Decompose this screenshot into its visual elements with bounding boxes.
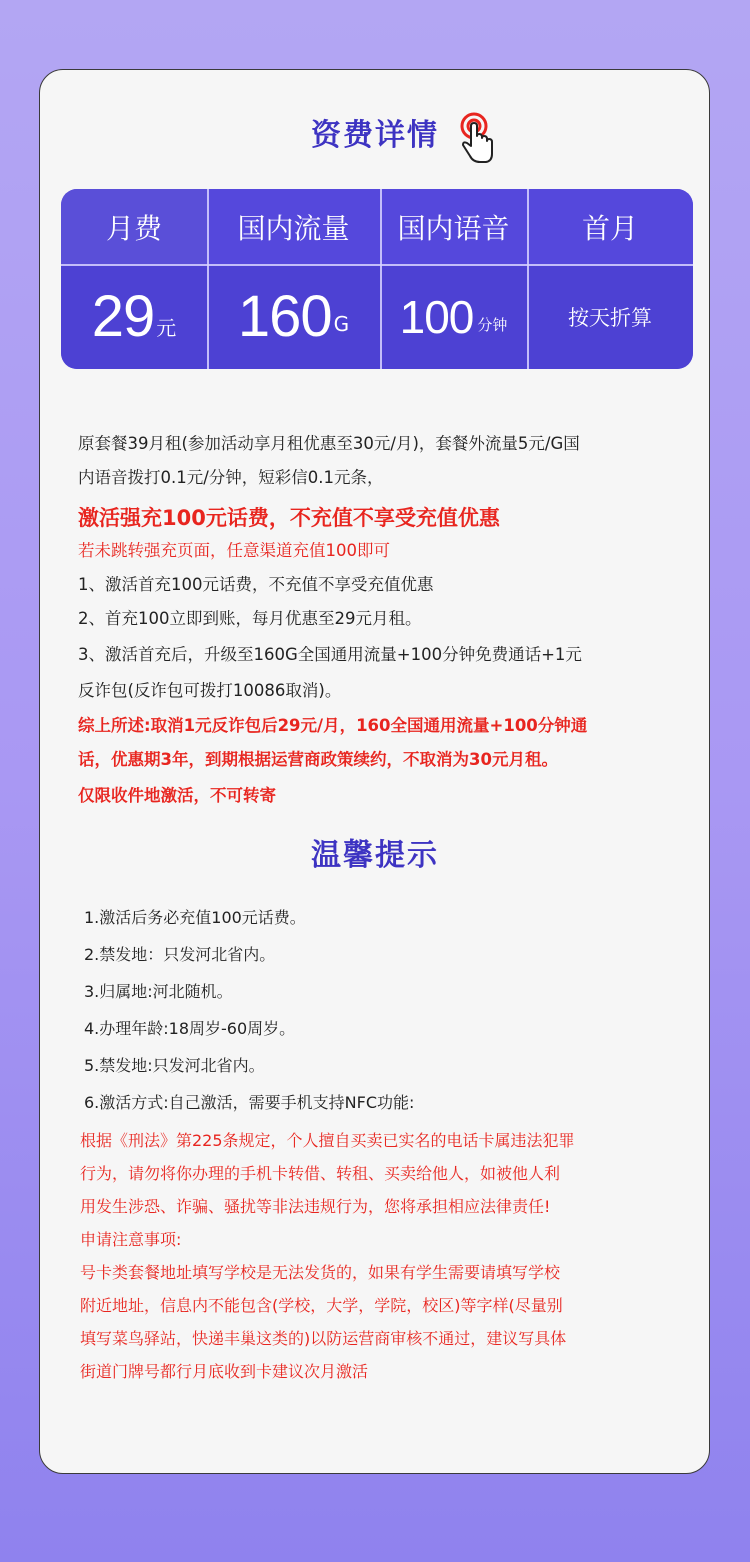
table-col-divider (207, 189, 209, 369)
value-domestic-data (207, 264, 380, 369)
tip-item-1: 1.激活后务必充值100元话费。 (84, 908, 306, 927)
header-domestic-data: 国内流量 (207, 189, 380, 264)
monthly-fee-value: 29 (91, 284, 155, 349)
tip-item-3: 3.归属地:河北随机。 (84, 982, 233, 1001)
data-value: 160 (237, 284, 332, 349)
value-monthly-fee (61, 264, 207, 369)
tip-item-5: 5.禁发地:只发河北省内。 (84, 1056, 265, 1075)
voice-value: 100 (399, 290, 474, 343)
table-col-divider (380, 189, 382, 369)
summary-line-1: 综上所述:取消1元反诈包后29元/月，160全国通用流量+100分钟通 (78, 716, 588, 735)
header-domestic-voice: 国内语音 (380, 189, 527, 264)
plan-table (61, 189, 693, 369)
recharge-sub-note: 若未跳转强充页面，任意渠道充值100即可 (78, 541, 390, 560)
section-title-tariff: 资费详情 (311, 118, 439, 153)
notice-line-2: 附近地址，信息内不能包含(学校，大学，学院，校区)等字样(尽量别 (80, 1296, 563, 1315)
detail-line-1: 原套餐39月租(参加活动享月租优惠至30元/月)，套餐外流量5元/G国 (78, 434, 580, 453)
monthly-fee-unit: 元 (156, 316, 177, 340)
tip-item-4: 4.办理年龄:18周岁-60周岁。 (84, 1019, 296, 1038)
legal-line-1: 根据《刑法》第225条规定，个人擅自买卖已实名的电话卡属违法犯罪 (80, 1131, 575, 1150)
section-title-tips: 温馨提示 (311, 838, 439, 873)
value-domestic-voice (380, 264, 527, 369)
header-monthly-fee: 月费 (61, 189, 207, 264)
recharge-headline: 激活强充100元话费，不充值不享受充值优惠 (78, 506, 500, 530)
pointing-hand-icon (454, 112, 496, 168)
voice-unit: 分钟 (477, 316, 508, 334)
table-col-divider (527, 189, 529, 369)
table-row-divider (61, 264, 693, 266)
data-unit: G (333, 312, 350, 336)
detail-item-3-line-2: 反诈包(反诈包可拨打10086取消)。 (78, 681, 342, 700)
tip-item-2: 2.禁发地：只发河北省内。 (84, 945, 276, 964)
legal-line-2: 行为，请勿将你办理的手机卡转借、转租、买卖给他人，如被他人利 (80, 1164, 561, 1183)
notice-line-4: 街道门牌号都行月底收到卡建议次月激活 (80, 1362, 369, 1381)
restriction-note: 仅限收件地激活，不可转寄 (78, 786, 276, 805)
header-first-month: 首月 (527, 189, 693, 264)
detail-item-1: 1、激活首充100元话费，不充值不享受充值优惠 (78, 575, 434, 594)
legal-line-3: 用发生涉恐、诈骗、骚扰等非法违规行为，您将承担相应法律责任! (80, 1197, 551, 1216)
notice-line-3: 填写菜鸟驿站，快递丰巢这类的)以防运营商审核不通过，建议写具体 (80, 1329, 567, 1348)
notice-line-1: 号卡类套餐地址填写学校是无法发货的，如果有学生需要请填写学校 (80, 1263, 561, 1282)
detail-item-2: 2、首充100立即到账，每月优惠至29元月租。 (78, 609, 422, 628)
first-month-value: 按天折算 (568, 305, 652, 330)
detail-item-3-line-1: 3、激活首充后，升级至160G全国通用流量+100分钟免费通话+1元 (78, 645, 582, 664)
tip-item-6: 6.激活方式:自己激活，需要手机支持NFC功能: (84, 1093, 415, 1112)
notice-heading: 申请注意事项: (80, 1230, 182, 1249)
detail-line-2: 内语音拨打0.1元/分钟，短彩信0.1元条， (78, 468, 384, 487)
value-first-month (527, 264, 693, 369)
summary-line-2: 话，优惠期3年，到期根据运营商政策续约，不取消为30元月租。 (78, 750, 558, 769)
